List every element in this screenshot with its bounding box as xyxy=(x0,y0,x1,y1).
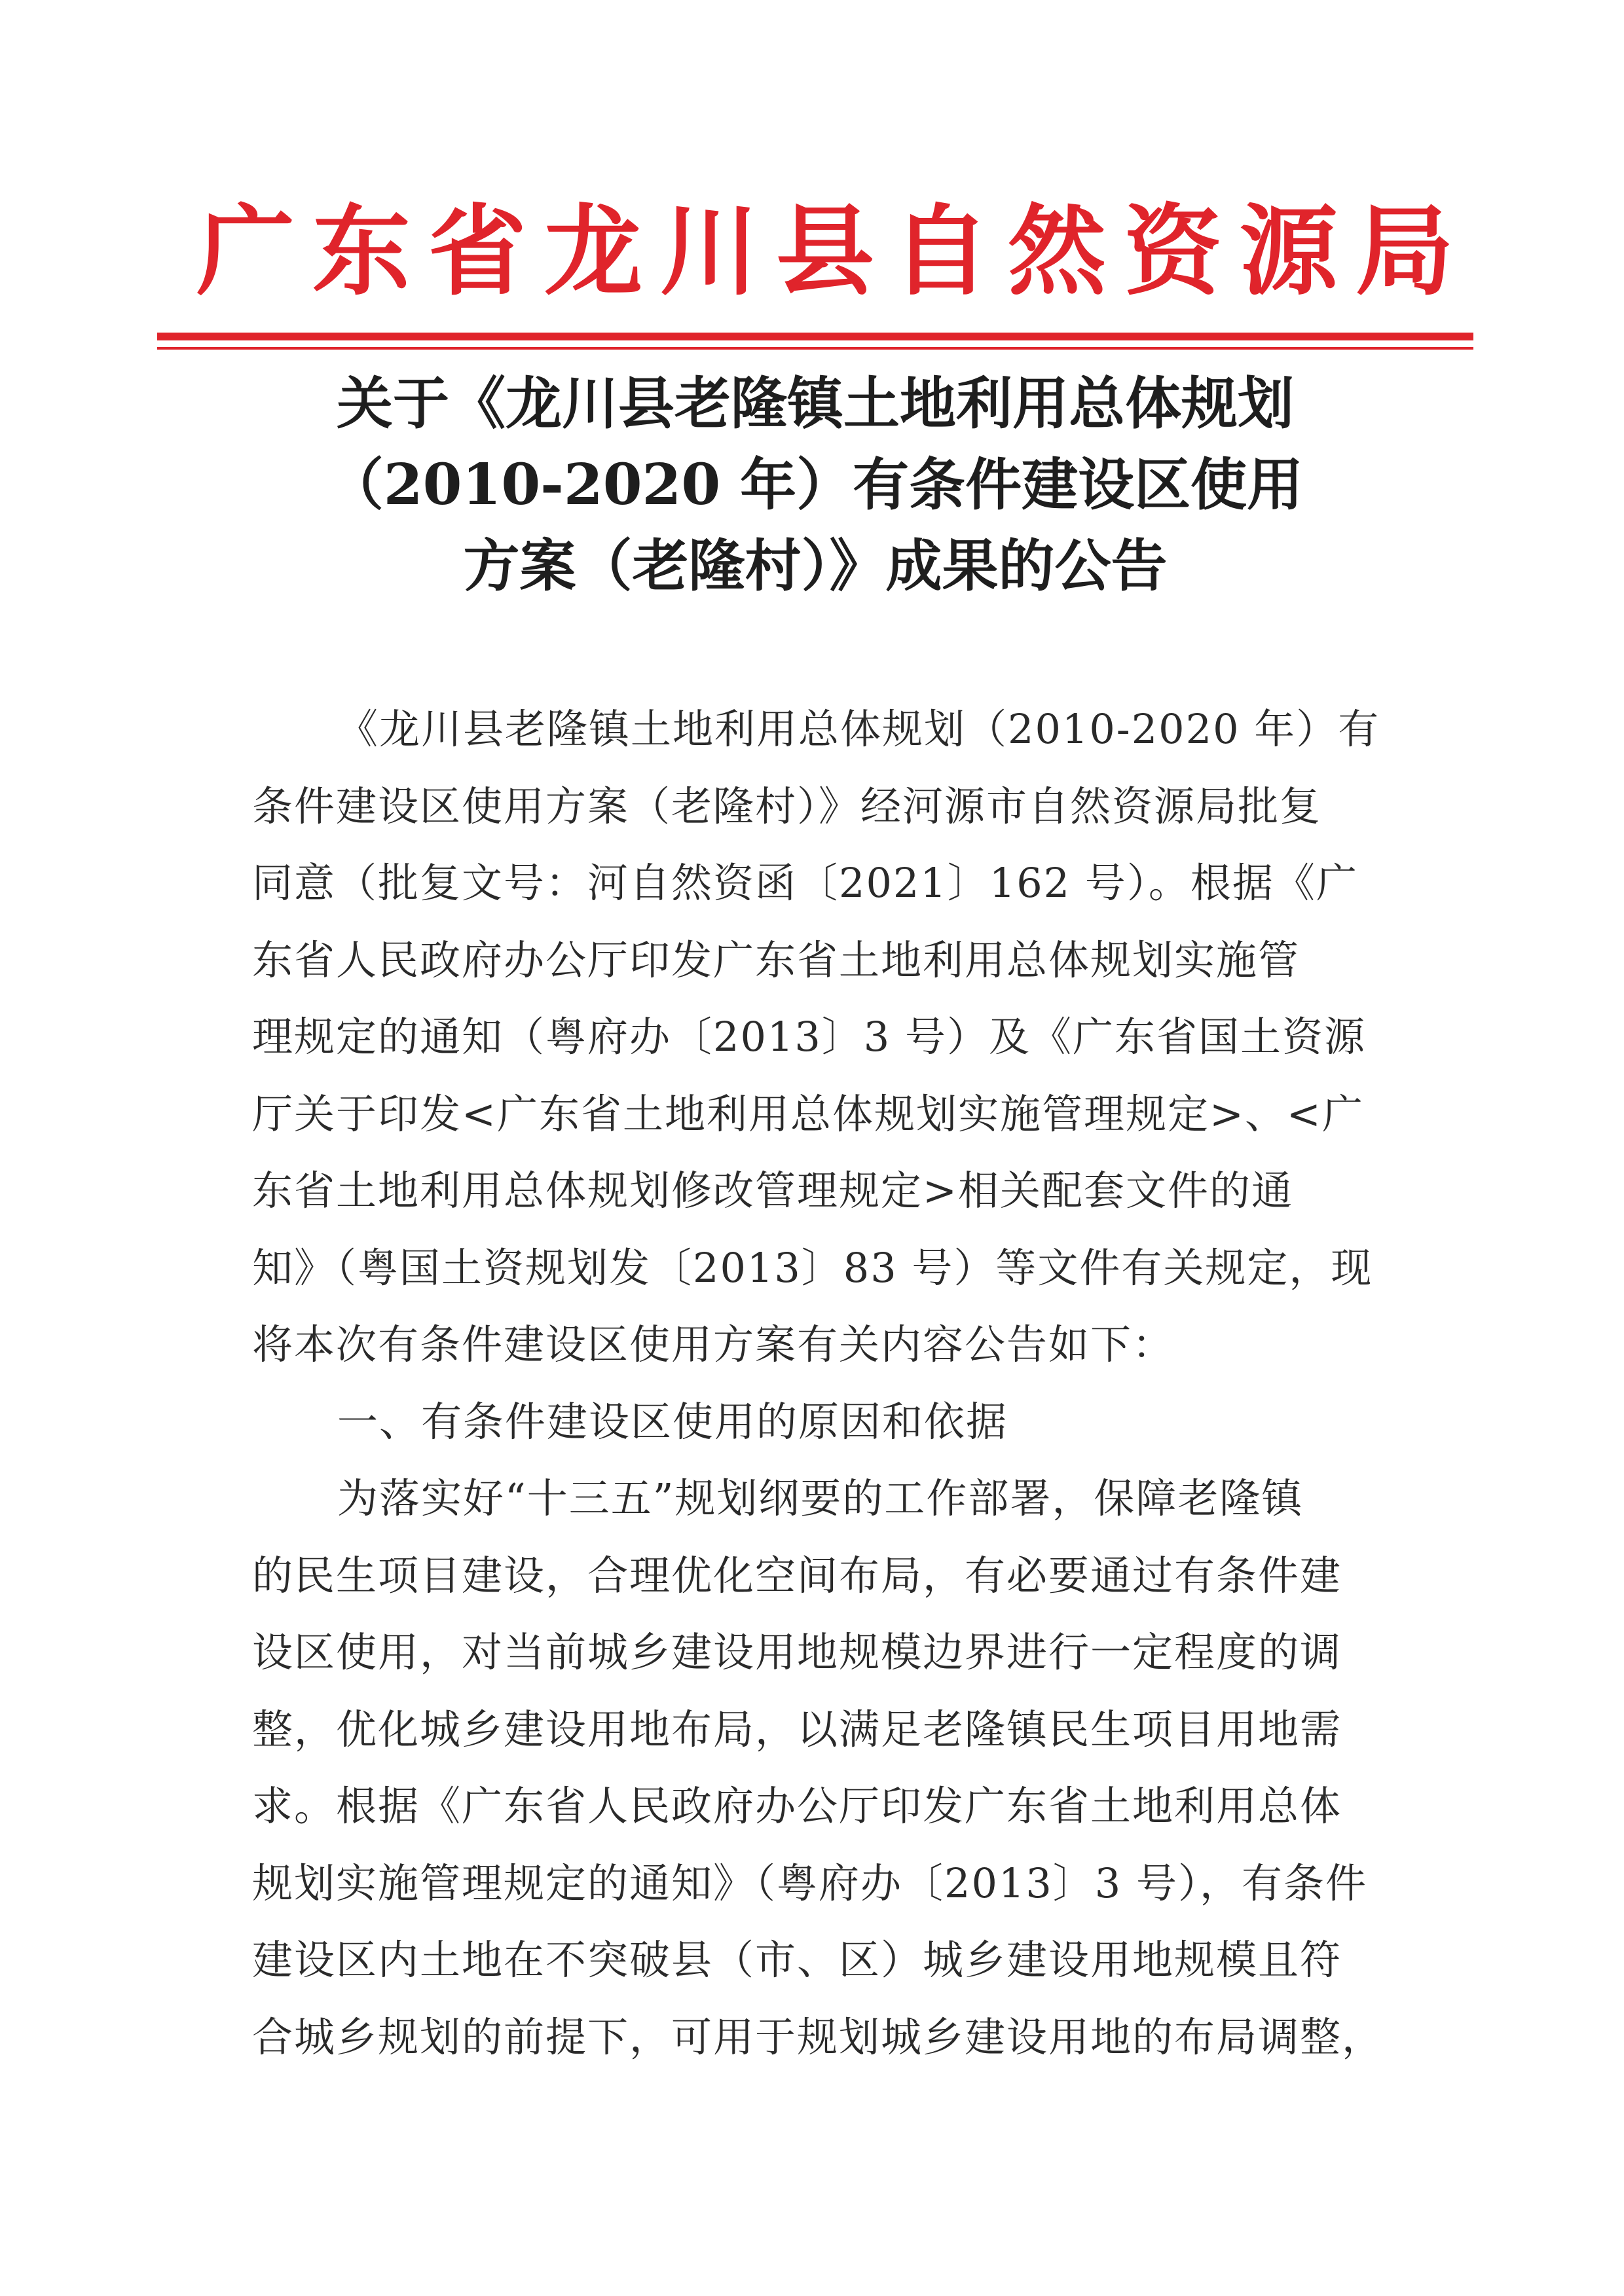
letterhead-char: 资 xyxy=(1123,195,1222,309)
body-line: 东省人民政府办公厅印发广东省土地利用总体规划实施管 xyxy=(252,936,1301,984)
body-line: 知》（粤国土资规划发〔2013〕83 号）等文件有关规定，现 xyxy=(252,1243,1373,1292)
body-line: 同意（批复文号：河自然资函〔2021〕162 号）。根据《广 xyxy=(252,859,1358,907)
body-line: 东省土地利用总体规划修改管理规定>相关配套文件的通 xyxy=(252,1167,1293,1214)
letterhead-rule-thin xyxy=(157,347,1473,350)
letterhead-char: 县 xyxy=(775,195,874,309)
letterhead-char: 东 xyxy=(312,195,411,309)
body-line: 理规定的通知（粤府办〔2013〕3 号）及《广东省国土资源 xyxy=(252,1013,1366,1061)
body-line: 建设区内土地在不突破县（市、区）城乡建设用地规模且符 xyxy=(252,1936,1342,1984)
body-line: 《龙川县老隆镇土地利用总体规划（2010-2020 年）有 xyxy=(337,705,1380,753)
letterhead-char: 局 xyxy=(1355,195,1454,309)
body-line: 规划实施管理规定的通知》（粤府办〔2013〕3 号），有条件 xyxy=(252,1859,1367,1907)
letterhead-char: 广 xyxy=(196,195,295,309)
document-title xyxy=(157,363,1473,607)
body-line: 的民生项目建设，合理优化空间布局，有必要通过有条件建 xyxy=(252,1551,1342,1599)
letterhead-char: 川 xyxy=(659,195,758,309)
title-line: 方案（老隆村）》成果的公告 xyxy=(463,533,1168,599)
body-line: 为落实好“十三五”规划纲要的工作部署，保障老隆镇 xyxy=(337,1474,1304,1522)
letterhead-char: 省 xyxy=(428,195,526,309)
body-line: 求。根据《广东省人民政府办公厅印发广东省土地利用总体 xyxy=(252,1782,1342,1830)
body-line: 厅关于印发<广东省土地利用总体规划实施管理规定>、<广 xyxy=(252,1089,1364,1138)
body-line: 合城乡规划的前提下，可用于规划城乡建设用地的布局调整， xyxy=(252,2013,1384,2061)
body-line: 条件建设区使用方案（老隆村）》经河源市自然资源局批复 xyxy=(252,782,1322,830)
letterhead-char: 自 xyxy=(891,195,990,309)
letterhead-rule-thick xyxy=(157,333,1473,340)
letterhead-char: 龙 xyxy=(544,195,642,309)
title-line: （2010-2020 年）有条件建设区使用 xyxy=(327,452,1304,518)
body-line: 将本次有条件建设区使用方案有关内容公告如下： xyxy=(252,1321,1175,1368)
section-heading: 一、有条件建设区使用的原因和依据 xyxy=(337,1397,1008,1446)
title-line: 关于《龙川县老隆镇土地利用总体规划 xyxy=(337,371,1294,437)
document-body xyxy=(252,691,1392,2075)
letterhead-char: 源 xyxy=(1239,195,1338,309)
letterhead xyxy=(196,196,1454,308)
body-line: 整，优化城乡建设用地布局，以满足老隆镇民生项目用地需 xyxy=(252,1705,1342,1753)
body-line: 设区使用，对当前城乡建设用地规模边界进行一定程度的调 xyxy=(252,1628,1342,1676)
letterhead-char: 然 xyxy=(1007,195,1106,309)
